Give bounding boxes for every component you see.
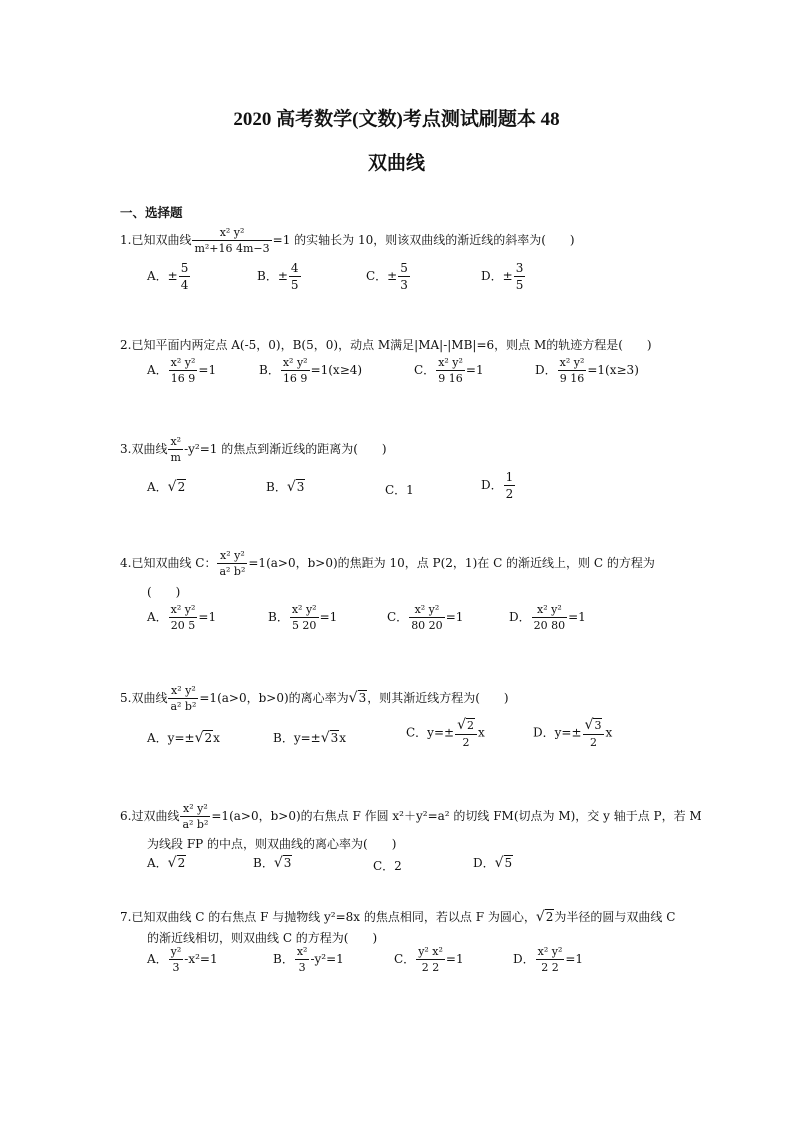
option-label: D． [481,478,503,492]
q4-option-b[interactable] [268,604,337,631]
q4-option-c[interactable] [387,604,463,631]
q7-post: 为半径的圆与双曲线 C [554,910,676,924]
q4-fraction-den: a² b² [219,565,246,578]
option-label: B．y=± [273,731,321,745]
q1-pre: 1.已知双曲线 [120,233,192,247]
fraction-num [455,718,477,735]
sqrt: √2 [457,717,474,733]
option-label: A． [147,480,168,494]
q2-option-b[interactable] [259,357,362,384]
q5-fraction-num: x² y² [168,685,198,699]
sqrt: √2 [167,855,186,871]
q1-fraction-num: x² y² [192,227,271,241]
option-label: B． [266,480,287,494]
fraction-den: 2 [505,487,514,501]
q5-option-d[interactable] [533,718,612,748]
q7-pre: 7.已知双曲线 C 的右焦点 F 与抛物线 y²=8x 的焦点相同，若以点 F 为圆心， [120,910,536,924]
q5-option-a[interactable] [147,729,220,746]
option-fraction [290,604,319,631]
option-suffix: =1 [198,363,217,377]
fraction-den: 20 80 [533,619,566,632]
radicand: 2 [177,480,186,494]
option-fraction [583,718,605,748]
q4-option-d[interactable] [509,604,586,631]
question-3 [120,436,387,463]
radicand: 3 [283,856,292,870]
option-label: A．± [147,269,178,283]
radicand: 2 [467,719,474,732]
q3-option-b[interactable] [266,478,305,495]
radicand: 3 [594,719,602,732]
option-fraction [436,357,465,384]
q3-option-c[interactable] [385,481,414,498]
q4-line2: ( ) [147,585,181,599]
question-1 [120,227,575,254]
q7-sqrt: √2 [535,909,554,925]
option-fraction [536,946,565,973]
sqrt: √3 [320,730,339,746]
q7-option-c[interactable] [394,946,464,973]
option-fraction [295,946,310,973]
sqrt: √5 [494,855,513,871]
option-label: D． [513,952,535,966]
option-fraction [289,262,301,291]
fraction-den: 3 [298,961,306,974]
fraction-num: x² y² [537,945,563,958]
fraction-den: 2 [589,736,597,749]
fraction-den: 9 16 [559,372,585,385]
option-label: A．y=± [147,731,195,745]
section-heading: 一、选择题 [120,205,183,220]
q4-fraction-num: x² y² [217,550,247,564]
q7-radicand: 2 [545,910,554,924]
page-subtitle: 双曲线 [367,153,425,174]
q3-pre: 3.双曲线 [120,442,168,456]
option-label: D． [509,610,531,624]
fraction-num: x² [296,945,308,958]
q5-radicand: 3 [358,691,367,705]
option-label: A． [147,856,168,870]
option-label: B． [273,952,294,966]
fraction-num: 3 [515,261,524,275]
q7-option-b[interactable] [273,946,344,973]
option-suffix: -x²=1 [184,952,218,966]
fraction-den: 2 2 [541,961,559,974]
fraction-num: x² y² [409,604,445,618]
sqrt: √2 [167,479,186,495]
fraction-den: 5 [515,278,524,292]
sqrt: √3 [286,479,305,495]
option-label: A． [147,363,168,377]
q6-fraction [180,803,210,830]
q3-option-d[interactable] [481,471,516,500]
fraction-num: x² y² [438,356,463,369]
fraction-den: 2 [462,736,470,749]
option-fraction [455,718,477,748]
q5-post: ，则其渐近线方程为( ) [367,691,509,705]
option-fraction [558,357,587,384]
fraction-num: x² y² [170,356,196,369]
q6-fraction-num: x² y² [180,803,210,817]
q4-fraction [217,550,247,577]
q5-option-c[interactable] [406,718,485,748]
q6-option-a[interactable] [147,854,186,871]
fraction-den: 16 9 [170,372,196,385]
q3-option-a[interactable] [147,478,186,495]
option-label: C．1 [385,483,414,497]
sqrt: √3 [584,717,602,733]
q6-line2: 为线段 FP 的中点，则双曲线的离心率为( ) [147,837,397,851]
fraction-num: 1 [505,470,514,484]
option-suffix: =1 [565,952,584,966]
option-label: B． [259,363,280,377]
option-label: C．y=± [406,725,455,740]
radicand: 2 [204,731,213,745]
option-fraction [514,262,526,291]
option-label: D． [535,363,557,377]
q5-fraction [168,685,198,712]
q6-fraction-den: a² b² [182,818,209,831]
q1-post: =1 的实轴长为 10，则该双曲线的渐近线的斜率为( ) [272,233,575,247]
fraction-den: 80 20 [411,619,443,632]
option-label: C． [387,610,409,624]
option-suffix: =1(x≥3) [587,363,639,377]
option-fraction [169,946,184,973]
option-suffix: x [605,725,613,740]
q5-mid: =1(a>0，b>0)的离心率为 [199,691,349,705]
option-label: A． [147,610,168,624]
q1-option-a[interactable] [147,262,191,291]
option-label: C．± [366,269,398,283]
option-label: D．y=± [533,725,582,740]
fraction-den: 16 9 [282,372,308,385]
q6-post: =1(a>0，b>0)的右焦点 F 作圆 x²＋y²=a² 的切线 FM(切点为 M)，交 y 轴于点 P，若 M [211,809,702,823]
q1-option-c[interactable] [366,262,411,291]
q1-option-b[interactable] [257,262,302,291]
option-suffix: x [339,731,347,745]
q3-fraction-num: x² [170,435,182,448]
fraction-num [583,718,605,735]
q3-fraction [168,436,183,463]
q7-line2: 的渐近线相切，则双曲线 C 的方程为( ) [147,931,378,945]
q6-option-b[interactable] [253,854,292,871]
option-fraction [409,604,445,631]
fraction-den: 5 [290,278,299,292]
radicand: 5 [504,856,513,870]
fraction-den: 9 16 [438,372,463,385]
fraction-den: 3 [172,961,180,974]
option-suffix: x [213,731,220,745]
fraction-num: x² y² [291,603,317,616]
option-suffix: =1 [465,363,484,377]
option-label: C． [414,363,436,377]
q2-option-d[interactable] [535,357,639,384]
q2-option-c[interactable] [414,357,484,384]
option-fraction [416,946,445,973]
question-6 [120,803,702,830]
q7-option-a[interactable] [147,946,218,973]
fraction-num: x² y² [559,356,585,369]
q4-post: =1(a>0，b>0)的焦距为 10，点 P(2，1)在 C 的渐近线上，则 C 的方程为 [248,556,655,570]
fraction-den: 4 [180,278,189,292]
option-fraction [179,262,191,291]
radicand: 3 [330,731,339,745]
q1-fraction-den: m²+16 4m−3 [194,242,270,255]
option-suffix: =1 [198,610,217,624]
option-fraction [532,604,568,631]
q3-fraction-den: m [170,451,181,464]
option-label: B． [253,856,274,870]
radicand: 3 [296,480,305,494]
q2-option-a[interactable] [147,357,216,384]
q6-pre: 6.过双曲线 [120,809,180,823]
option-label: C．2 [373,859,402,873]
option-label: B．± [257,269,288,283]
fraction-num: 5 [180,261,189,275]
option-suffix: =1(x≥4) [310,363,363,377]
radicand: 2 [177,856,186,870]
option-suffix: -y²=1 [310,952,344,966]
option-label: D．± [481,269,513,283]
fraction-num: x² y² [532,604,568,618]
q3-post: -y²=1 的焦点到渐近线的距离为( ) [184,442,387,456]
option-fraction [504,471,516,500]
q5-option-b[interactable] [273,729,346,746]
option-suffix: =1 [445,952,464,966]
q6-option-d[interactable] [473,854,513,871]
fraction-num: y² [170,945,182,958]
sqrt: √3 [273,855,292,871]
q7-option-d[interactable] [513,946,583,973]
option-label: A． [147,952,168,966]
question-4 [120,550,655,577]
question-2: 2.已知平面内两定点 A(-5，0)，B(5，0)，动点 M满足|MA|-|MB|=6，则点 M的轨迹方程是( ) [120,338,652,352]
option-fraction [398,262,410,291]
page-title: 2020 高考数学(文数)考点测试刷题本 48 [233,109,560,130]
fraction-den: 20 5 [170,619,196,632]
fraction-den: 2 2 [421,961,440,974]
option-label: D． [473,856,495,870]
option-fraction [281,357,310,384]
q5-fraction-den: a² b² [170,700,197,713]
q5-sqrt: √3 [348,690,367,706]
q1-option-d[interactable] [481,262,526,291]
option-suffix: =1 [568,610,586,624]
option-suffix: =1 [445,610,464,624]
option-fraction [169,357,198,384]
question-7 [120,909,675,925]
fraction-num: x² y² [282,356,308,369]
q4-option-a[interactable] [147,604,216,631]
option-label: B． [268,610,289,624]
fraction-num: 5 [400,261,408,275]
option-label: C． [394,952,416,966]
q5-pre: 5.双曲线 [120,691,168,705]
fraction-num: 4 [290,261,299,275]
question-5 [120,685,509,712]
sqrt: √2 [194,730,213,746]
fraction-num: y² x² [418,945,443,958]
q4-pre: 4.已知双曲线 C： [120,556,217,570]
q1-fraction [192,227,271,254]
q6-option-c[interactable] [373,857,402,874]
fraction-den: 3 [400,278,408,292]
option-suffix: x [478,725,485,740]
fraction-num: x² y² [170,603,196,616]
option-fraction [169,604,198,631]
fraction-den: 5 20 [291,619,317,632]
option-suffix: =1 [319,610,338,624]
